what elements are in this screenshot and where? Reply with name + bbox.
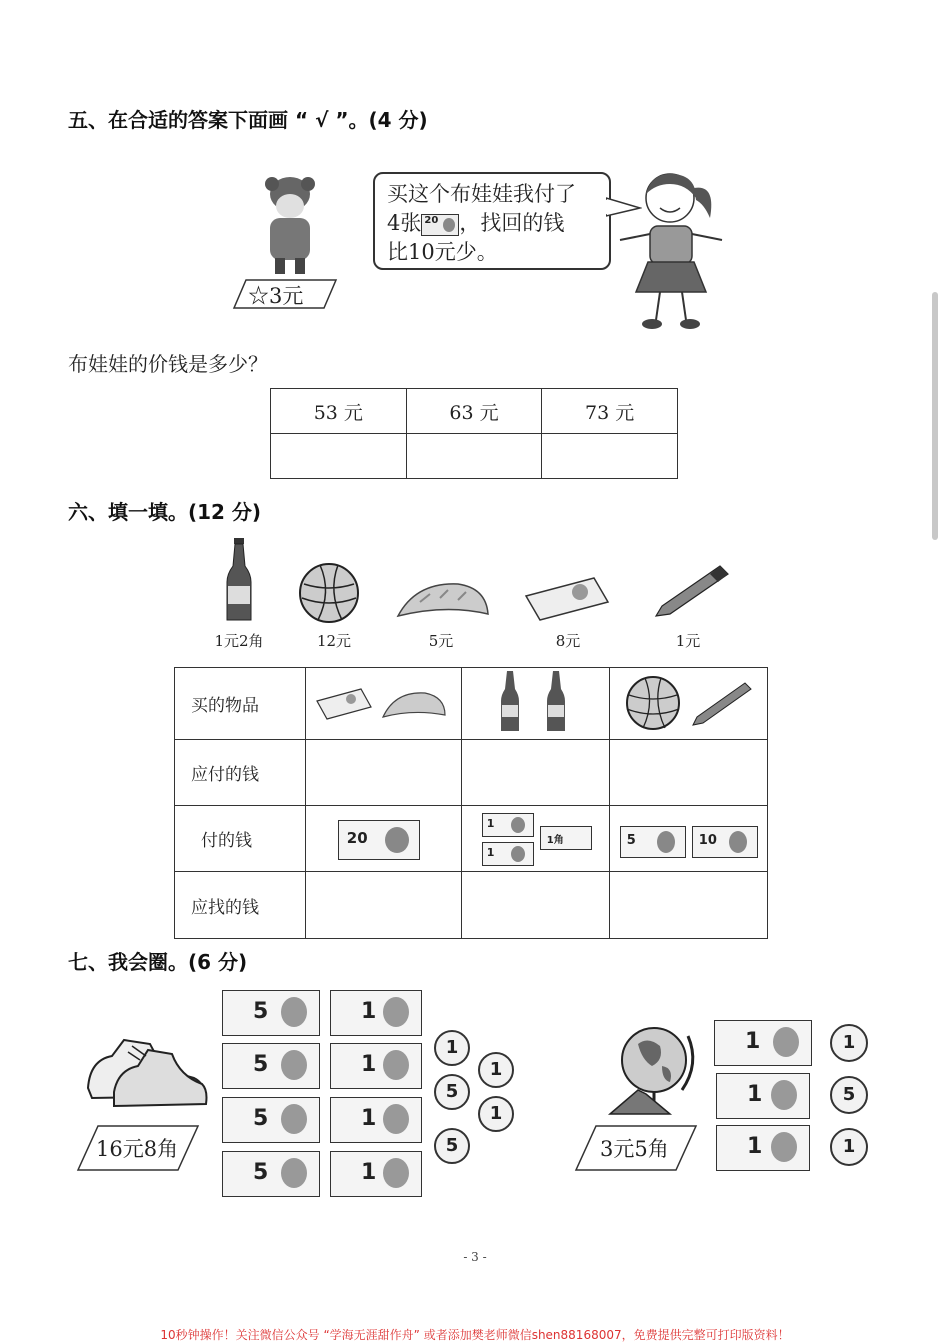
coin-1jiao-d[interactable]: 1 — [830, 1024, 868, 1062]
section6-title: 六、填一填。(12 分) — [68, 500, 262, 524]
pencil-box-price: 8元 — [555, 632, 581, 650]
answer-table — [270, 388, 678, 479]
two-cola-bottles-icon — [495, 669, 575, 733]
row-label-items: 买的物品 — [175, 668, 306, 740]
pen-icon — [654, 562, 730, 618]
cola-price: 1元2角 — [214, 632, 264, 650]
scrollbar-thumb[interactable] — [932, 292, 938, 540]
shopping-table — [174, 667, 768, 939]
speech-bill-value: 20 — [424, 214, 439, 226]
purchase-2-items — [461, 668, 609, 740]
option-53: 53 元 — [271, 389, 407, 434]
page-number: - 3 - — [463, 1250, 487, 1264]
shoes-price: 16元8角 — [96, 1137, 179, 1161]
cola-bottle-icon — [223, 536, 255, 624]
coin-5jiao-b[interactable]: 5 — [434, 1128, 470, 1164]
bill-1-note-b — [482, 842, 534, 866]
coin-5jiao-c[interactable]: 5 — [830, 1076, 868, 1114]
coin-1jiao-e[interactable]: 1 — [830, 1128, 868, 1166]
bill-10-note — [692, 826, 758, 858]
pencil-box-bread-icons — [307, 679, 447, 723]
bill-20-note — [338, 820, 420, 860]
pencil-box-icon — [524, 574, 610, 624]
bill-1-a[interactable]: 1 — [330, 990, 422, 1036]
bill-1-e[interactable]: 1 — [714, 1020, 812, 1066]
bill-20-icon — [421, 214, 459, 236]
bill-5-c[interactable]: 5 — [222, 1097, 320, 1143]
globe-price: 3元5角 — [600, 1137, 669, 1161]
bill-5-d[interactable]: 5 — [222, 1151, 320, 1197]
coin-1jiao-b[interactable]: 1 — [478, 1052, 514, 1088]
bill-1jiao-note — [540, 826, 592, 850]
paid-bill-20-value: 20 — [346, 829, 368, 847]
bill-1-g[interactable]: 1 — [716, 1125, 810, 1171]
coin-1jiao-c[interactable]: 1 — [478, 1096, 514, 1132]
girl-illustration — [612, 170, 732, 336]
bill-5-b[interactable]: 5 — [222, 1043, 320, 1089]
shoes-icon — [84, 1030, 210, 1112]
paid-bill-1jiao: 1角 — [546, 835, 564, 846]
change-cell-3[interactable] — [609, 872, 767, 939]
bread-icon — [396, 580, 490, 620]
paid-cell-2 — [461, 806, 609, 872]
purchase-1-items — [305, 668, 461, 740]
row-label-change: 应找的钱 — [175, 872, 306, 939]
bread-price: 5元 — [428, 632, 454, 650]
speech-line2-pre: 4张 — [387, 211, 422, 235]
speech-line3: 比10元少。 — [387, 240, 498, 264]
row-label-due: 应付的钱 — [175, 740, 306, 806]
row-label-paid: 付的钱 — [175, 806, 306, 872]
doll-price: ☆3元 — [248, 284, 304, 308]
bill-1-f[interactable]: 1 — [716, 1073, 810, 1119]
paid-bill-10: 10 — [698, 833, 717, 848]
due-cell-3[interactable] — [609, 740, 767, 806]
due-cell-1[interactable] — [305, 740, 461, 806]
answer-cell-63[interactable] — [406, 434, 542, 479]
doll-illustration — [255, 172, 325, 280]
speech-line2 — [387, 209, 597, 238]
coin-1jiao-a[interactable]: 1 — [434, 1030, 470, 1066]
promo-footer: 10秒钟操作！关注微信公众号 “学海无涯甜作舟” 或者添加樊老师微信shen88168007，免费提供完整可打印版资料！ — [160, 1328, 790, 1342]
change-cell-1[interactable] — [305, 872, 461, 939]
coin-5jiao-a[interactable]: 5 — [434, 1074, 470, 1110]
pen-price: 1元 — [675, 632, 701, 650]
option-73: 73 元 — [542, 389, 678, 434]
volleyball-icon — [298, 562, 360, 624]
option-63: 63 元 — [406, 389, 542, 434]
bill-5-note — [620, 826, 686, 858]
paid-cell-1 — [305, 806, 461, 872]
volleyball-pen-icons — [611, 671, 761, 731]
speech-bubble — [373, 172, 611, 270]
paid-bill-1a: 1 — [486, 817, 495, 830]
speech-line1: 买这个布娃娃我付了 — [387, 182, 576, 206]
bill-1-note-a — [482, 813, 534, 837]
due-cell-2[interactable] — [461, 740, 609, 806]
bill-1-c[interactable]: 1 — [330, 1097, 422, 1143]
section5-question: 布娃娃的价钱是多少？ — [68, 352, 268, 376]
paid-bill-5: 5 — [626, 833, 636, 848]
bill-1-d[interactable]: 1 — [330, 1151, 422, 1197]
bill-1-b[interactable]: 1 — [330, 1043, 422, 1089]
section5-title: 五、在合适的答案下面画 “ √ ”。(4 分) — [68, 108, 428, 132]
paid-cell-3 — [609, 806, 767, 872]
speech-line2-post: ，找回的钱 — [459, 211, 565, 235]
answer-cell-53[interactable] — [271, 434, 407, 479]
globe-icon — [604, 1020, 702, 1118]
paid-bill-1b: 1 — [486, 846, 495, 859]
purchase-3-items — [609, 668, 767, 740]
bill-5-a[interactable]: 5 — [222, 990, 320, 1036]
answer-cell-73[interactable] — [542, 434, 678, 479]
section7-title: 七、我会圈。(6 分) — [68, 950, 248, 974]
change-cell-2[interactable] — [461, 872, 609, 939]
volleyball-price: 12元 — [316, 632, 352, 650]
